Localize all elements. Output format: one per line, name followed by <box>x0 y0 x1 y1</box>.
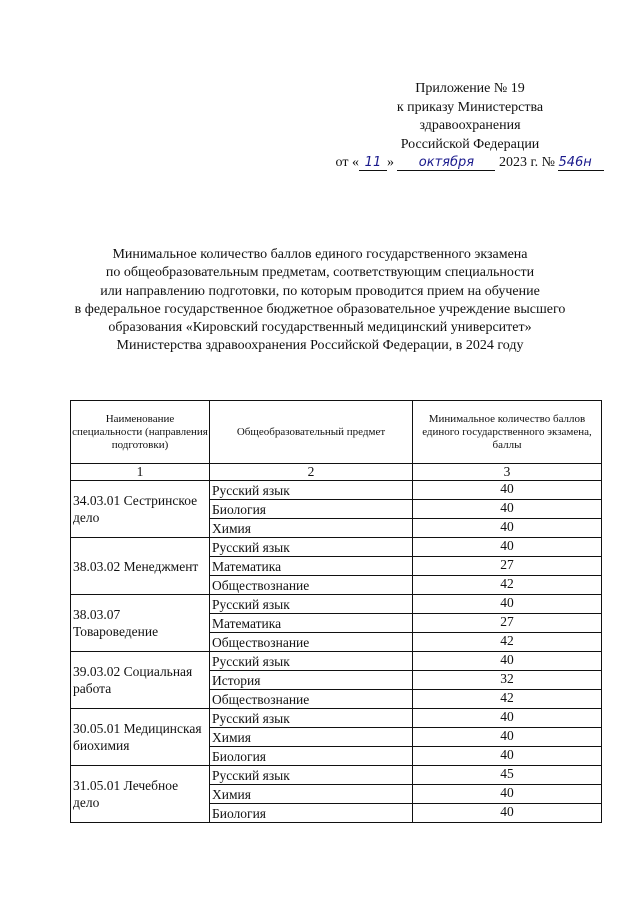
title-line: или направлению подготовки, по которым проводится прием на обучение <box>100 283 540 299</box>
score-cell: 40 <box>413 709 602 728</box>
table-row <box>71 595 602 614</box>
specialty-name: 30.05.01 Медицинская биохимия <box>71 709 210 766</box>
score-cell: 40 <box>413 785 602 804</box>
subject-cell: Русский язык <box>210 652 413 671</box>
header-subject: Общеобразовательный предмет <box>210 401 413 464</box>
subject-cell: Биология <box>210 804 413 823</box>
title-line: в федеральное государственное бюджетное образовательное учреждение высшего <box>74 301 566 317</box>
appendix-order-ref: к приказу Министерства <box>396 99 544 115</box>
scores-table <box>70 400 602 823</box>
score-cell: 40 <box>413 500 602 519</box>
table-header-row <box>71 401 602 464</box>
score-cell: 42 <box>413 633 602 652</box>
score-cell: 42 <box>413 576 602 595</box>
score-cell: 42 <box>413 690 602 709</box>
subject-cell: Математика <box>210 557 413 576</box>
subject-cell: Русский язык <box>210 709 413 728</box>
subject-cell: История <box>210 671 413 690</box>
column-number: 1 <box>71 464 210 481</box>
table-row <box>71 538 602 557</box>
specialty-name: 34.03.01 Сестринское дело <box>71 481 210 538</box>
order-prefix: от « <box>335 155 359 170</box>
specialty-name: 31.05.01 Лечебное дело <box>71 766 210 823</box>
subject-cell: Химия <box>210 785 413 804</box>
subject-cell: Биология <box>210 747 413 766</box>
document-title <box>40 246 600 356</box>
subject-cell: Обществознание <box>210 576 413 595</box>
header-min-score: Минимальное количество баллов единого государственного экзамена, баллы <box>413 401 602 464</box>
score-cell: 40 <box>413 728 602 747</box>
order-year: 2023 г. № <box>498 155 555 170</box>
subject-cell: Русский язык <box>210 766 413 785</box>
subject-cell: Обществознание <box>210 690 413 709</box>
score-cell: 40 <box>413 652 602 671</box>
column-number: 2 <box>210 464 413 481</box>
appendix-header <box>330 80 610 173</box>
score-cell: 32 <box>413 671 602 690</box>
subject-cell: Русский язык <box>210 595 413 614</box>
column-number: 3 <box>413 464 602 481</box>
appendix-ministry: здравоохранения <box>419 118 521 133</box>
score-cell: 40 <box>413 595 602 614</box>
order-number-handwritten: 546н <box>558 155 604 171</box>
score-cell: 40 <box>413 804 602 823</box>
order-day-handwritten: 11 <box>359 155 387 171</box>
column-number-row <box>71 464 602 481</box>
subject-cell: Химия <box>210 728 413 747</box>
table-row <box>71 481 602 500</box>
appendix-number: Приложение № 19 <box>415 81 525 96</box>
specialty-name: 38.03.02 Менеджмент <box>71 538 210 595</box>
score-cell: 40 <box>413 538 602 557</box>
subject-cell: Биология <box>210 500 413 519</box>
title-line: Министерства здравоохранения Российской Федерации, в 2024 году <box>116 338 524 354</box>
score-cell: 40 <box>413 519 602 538</box>
score-cell: 45 <box>413 766 602 785</box>
specialty-name: 38.03.07 Товароведение <box>71 595 210 652</box>
title-line: Минимальное количество баллов единого государственного экзамена <box>112 247 528 262</box>
title-line: по общеобразовательным предметам, соответствующим специальности <box>105 265 535 281</box>
score-cell: 27 <box>413 557 602 576</box>
header-specialty: Наименование специальности (направления подготовки) <box>71 401 210 464</box>
table-row <box>71 709 602 728</box>
subject-cell: Химия <box>210 519 413 538</box>
subject-cell: Русский язык <box>210 481 413 500</box>
subject-cell: Математика <box>210 614 413 633</box>
order-quote-close: » <box>386 155 394 170</box>
specialty-name: 39.03.02 Социальная работа <box>71 652 210 709</box>
subject-cell: Обществознание <box>210 633 413 652</box>
table-row <box>71 652 602 671</box>
score-cell: 27 <box>413 614 602 633</box>
appendix-country: Российской Федерации <box>400 136 540 152</box>
order-month-handwritten: октября <box>397 155 495 171</box>
score-cell: 40 <box>413 481 602 500</box>
title-line: образования «Кировский государственный медицинский университет» <box>108 320 532 336</box>
subject-cell: Русский язык <box>210 538 413 557</box>
table-row <box>71 766 602 785</box>
order-date-line <box>330 154 610 173</box>
score-cell: 40 <box>413 747 602 766</box>
